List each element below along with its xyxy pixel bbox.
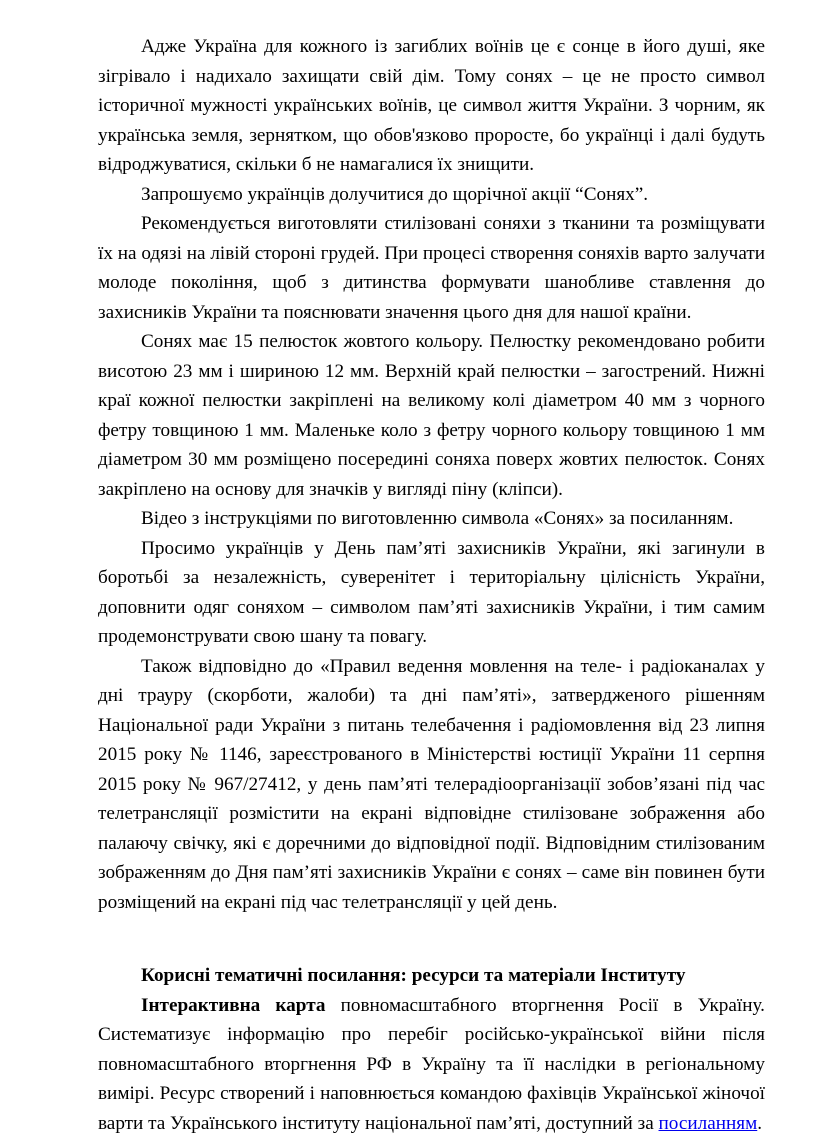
resources-entry-link[interactable]: посиланням [659, 1113, 758, 1134]
resources-heading: Корисні тематичні посилання: ресурси та матеріали Інституту [98, 961, 765, 991]
paragraph-3: Рекомендується виготовляти стилізовані соняхи з тканини та розміщувати їх на одязі на лівій стороні грудей. При процесі створення соняхів варто залучати молоде покоління, щоб з дитинства формувати шанобливе ставлення до захисників України та пояснювати значення цього дня для нашої країни. [98, 209, 765, 327]
paragraph-2: Запрошуємо українців долучитися до щорічної акції “Сонях”. [98, 180, 765, 210]
resources-section [98, 961, 765, 1138]
resources-entry-body-end: . [757, 1113, 762, 1134]
paragraph-6: Просимо українців у День пам’яті захисників України, які загинули в боротьбі за незалежність, суверенітет і територіальну цілісність України, доповнити одяг соняхом – символом пам’яті захисників України, і тим самим продемонструвати свою шану та повагу. [98, 534, 765, 652]
paragraph-5: Відео з інструкціями по виготовленню символа «Сонях» за посиланням. [98, 504, 765, 534]
document-body [98, 32, 765, 1138]
paragraph-7: Також відповідно до «Правил ведення мовлення на теле- і радіоканалах у дні трауру (скорботи, жалоби) та дні пам’яті», затвердженого рішенням Національної ради України з питань телебачення і радіомовлення від 23 липня 2015 року № 1146, зареєстрованого в Міністерстві юстиції України 11 серпня 2015 року № 967/27412, у день пам’яті телерадіоорганізації зобов’язані під час телетрансляції розмістити на екрані відповідне стилізоване зображення або палаючу свічку, які є доречними до відповідної події. Відповідним стилізованим зображенням до Дня пам’яті захисників України є сонях – саме він повинен бути розміщений на екрані під час телетрансляції у цей день. [98, 652, 765, 918]
paragraph-1: Адже Україна для кожного із загиблих воїнів це є сонце в його душі, яке зігрівало і надихало захищати свій дім. Тому сонях – це не просто символ історичної мужності українських воїнів, це символ життя України. З чорним, як українська земля, зернятком, що обов'язково проросте, бо українці і далі будуть відроджуватися, скільки б не намагалися їх знищити. [98, 32, 765, 180]
resources-entry-body: повномасштабного вторгнення Росії в Україну. Систематизує інформацію про перебіг російсько-української війни після повномасштабного вторгнення РФ в Україну та її наслідки в регіональному вимірі. Ресурс створений і наповнюється командою фахівців Української жіночої варти та Українського інституту національної пам’яті, доступний за [98, 995, 765, 1134]
resources-entry-title: Інтерактивна карта [141, 995, 325, 1016]
paragraph-4: Сонях має 15 пелюсток жовтого кольору. Пелюстку рекомендовано робити висотою 23 мм і шириною 12 мм. Верхній край пелюстки – загострений. Нижні краї кожної пелюстки закріплені на великому колі діаметром 40 мм з чорного фетру товщиною 1 мм. Маленьке коло з фетру чорного кольору товщиною 1 мм діаметром 30 мм розміщено посередині соняха поверх жовтих пелюсток. Сонях закріплено на основу для значків у вигляді піну (кліпси). [98, 327, 765, 504]
